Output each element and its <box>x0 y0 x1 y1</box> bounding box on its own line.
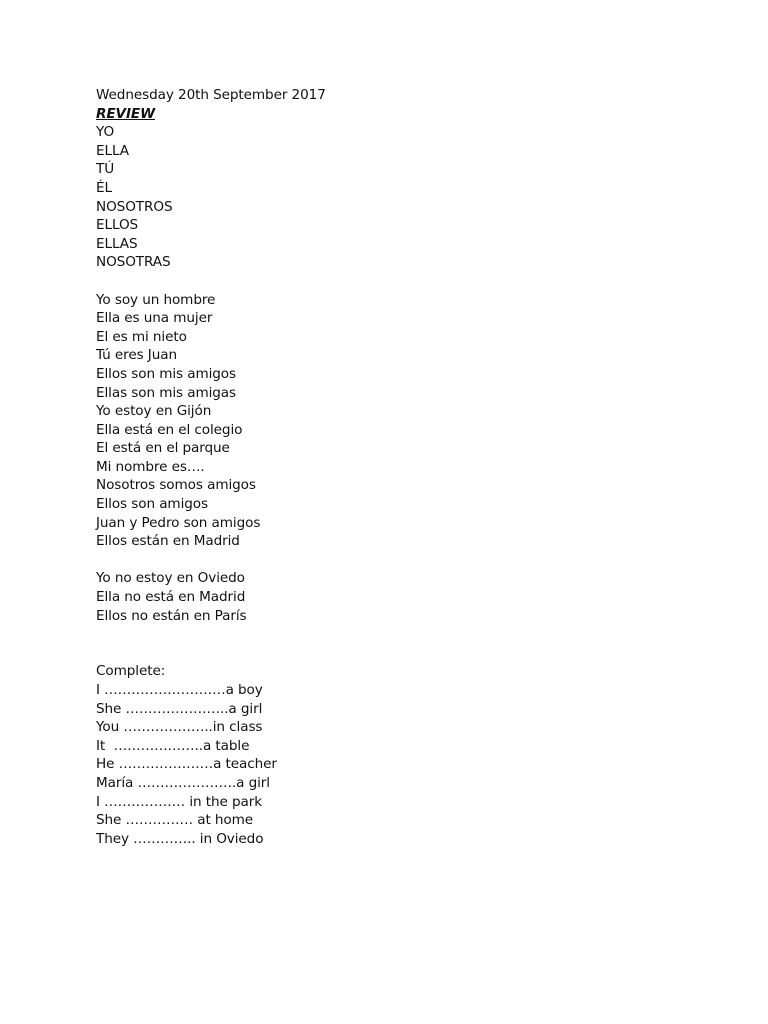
exercise-item: She …………… at home <box>96 812 254 829</box>
negative-item: Ellos no están en París <box>96 607 247 624</box>
pronoun-item: ÉL <box>96 179 112 196</box>
sentence-item: Mi nombre es…. <box>96 458 205 475</box>
worksheet <box>96 86 716 848</box>
sentence-item: Yo estoy en Gijón <box>96 403 212 420</box>
exercise-list <box>96 681 716 848</box>
sentence-item: Ella es una mujer <box>96 310 213 327</box>
sentence-item: Ellos son amigos <box>96 496 208 513</box>
negative-item: Yo no estoy en Oviedo <box>96 570 245 587</box>
exercise-item: You ………………..in class <box>96 719 263 736</box>
sentence-item: Ellos son mis amigos <box>96 365 236 382</box>
spacer <box>96 625 716 662</box>
exercise-item: He …………………a teacher <box>96 756 277 773</box>
exercise-item: It ………………..a table <box>96 737 250 754</box>
sentence-item: Ella está en el colegio <box>96 421 243 438</box>
pronoun-item: NOSOTRAS <box>96 254 171 271</box>
sentence-item: Juan y Pedro son amigos <box>96 514 261 531</box>
sentence-item: El es mi nieto <box>96 328 187 345</box>
pronoun-item: ELLAS <box>96 235 138 252</box>
sentence-item: El está en el parque <box>96 440 230 457</box>
exercise-item: She …………………..a girl <box>96 700 263 717</box>
sentence-list <box>96 291 716 551</box>
pronoun-item: TÚ <box>96 161 115 178</box>
sentence-item: Tú eres Juan <box>96 347 177 364</box>
pronoun-item: ELLOS <box>96 217 139 234</box>
pronoun-item: YO <box>96 124 115 141</box>
negative-list <box>96 569 716 625</box>
sentence-item: Ellas son mis amigas <box>96 384 237 401</box>
date-line: Wednesday 20th September 2017 <box>96 87 326 103</box>
negative-item: Ella no está en Madrid <box>96 589 246 606</box>
sentence-item: Yo soy un hombre <box>96 291 216 308</box>
review-heading: REVIEW <box>96 105 156 122</box>
sentence-item: Ellos están en Madrid <box>96 533 240 550</box>
complete-heading: Complete: <box>96 663 166 680</box>
pronoun-item: NOSOTROS <box>96 198 173 215</box>
exercise-item: They ………….. in Oviedo <box>96 830 264 847</box>
exercise-item: I ……………… in the park <box>96 793 262 810</box>
sentence-item: Nosotros somos amigos <box>96 477 256 494</box>
pronoun-item: ELLA <box>96 142 129 159</box>
exercise-item: I ………………………a boy <box>96 682 263 698</box>
spacer <box>96 272 716 291</box>
exercise-item: María ………………….a girl <box>96 774 270 791</box>
pronoun-list <box>96 123 716 272</box>
spacer <box>96 551 716 570</box>
